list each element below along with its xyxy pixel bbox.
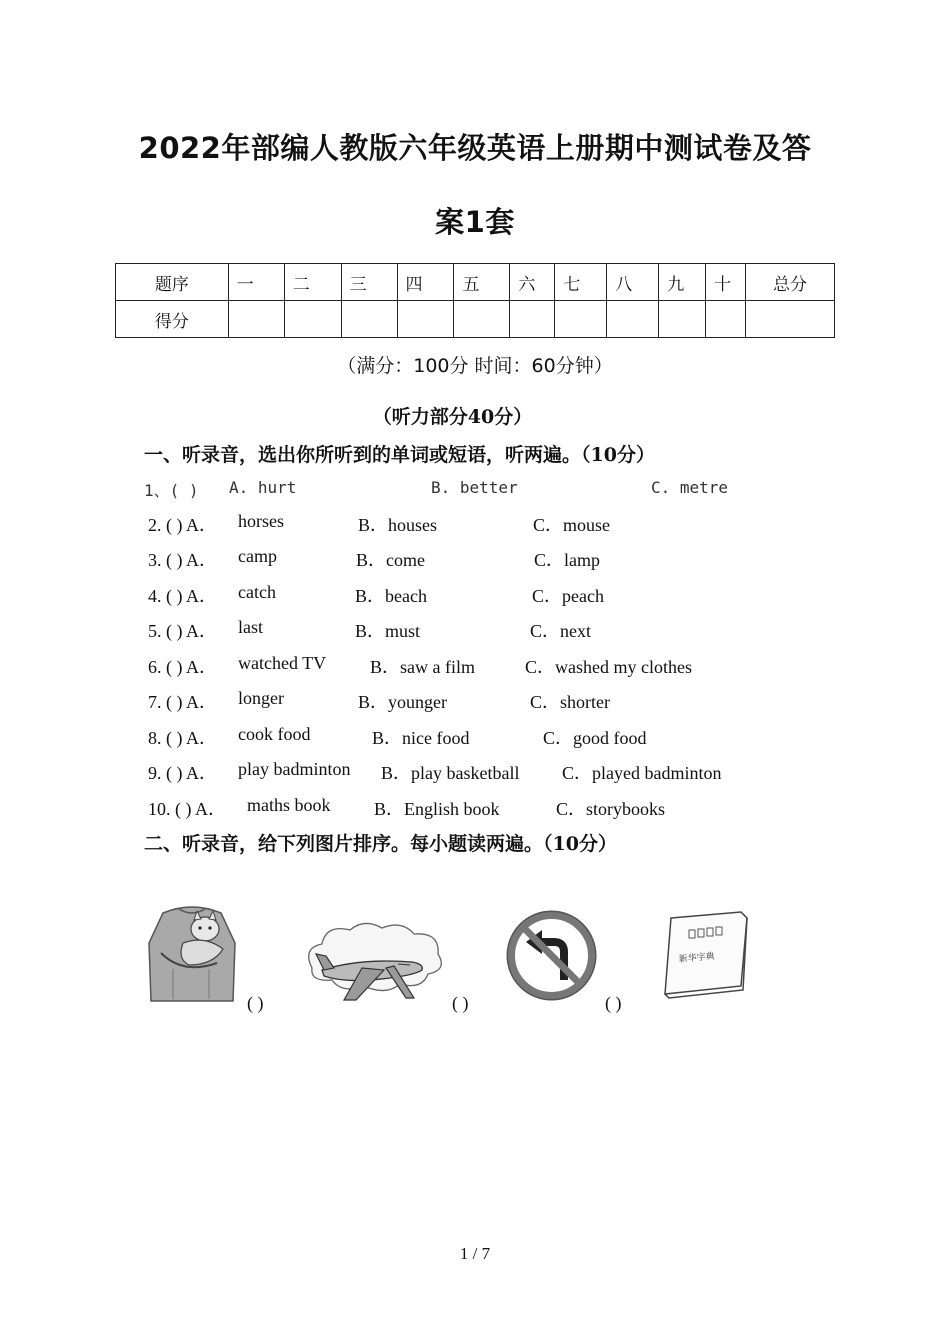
dictionary-title: 新华字典 [678, 951, 716, 965]
table-cell: 五 [454, 264, 510, 301]
option-c: C．shorter [530, 692, 610, 712]
option-b: B．come [356, 550, 425, 570]
score-cell[interactable] [607, 301, 659, 338]
page-number: 1 / 7 [459, 1244, 491, 1263]
question-number: 10. ( ) A． [148, 799, 226, 819]
table-cell: 二 [284, 264, 341, 301]
airplane-picture [302, 918, 447, 1006]
section2-heading: 二、听录音，给下列图片排序。每小题读两遍。（10分） [144, 833, 617, 855]
section1-heading: 一、听录音，选出你所听到的单词或短语，听两遍。（10分） [144, 444, 655, 466]
option-b: B．play basketball [381, 763, 520, 783]
score-cell[interactable] [746, 301, 835, 338]
option-a: horses [238, 511, 284, 531]
table-cell: 六 [510, 264, 555, 301]
score-table-header-row [116, 264, 835, 301]
table-cell: 九 [659, 264, 706, 301]
q1-number: 1、( ) [144, 481, 199, 500]
page-title-line1: 2022年部编人教版六年级英语上册期中测试卷及答 [138, 131, 812, 165]
option-c: C．next [530, 621, 591, 641]
score-table [115, 263, 835, 338]
listening-note: （听力部分40分） [372, 406, 533, 428]
score-table-score-row [116, 301, 835, 338]
q1-option-a: A. hurt [229, 478, 297, 497]
option-c: C．good food [543, 728, 647, 748]
score-cell[interactable] [284, 301, 341, 338]
question-number: 2. ( ) A． [148, 515, 217, 535]
option-c: C．lamp [534, 550, 600, 570]
option-a: watched TV [238, 653, 327, 673]
exam-info: （满分：100分 时间：60分钟） [337, 355, 613, 377]
option-b: B．houses [358, 515, 438, 535]
option-b: B．English book [374, 799, 500, 819]
option-c: C．played badminton [562, 763, 722, 783]
question-number: 7. ( ) A． [148, 692, 217, 712]
answer-blank-3[interactable]: ( ) [605, 993, 622, 1013]
option-a: play badminton [238, 759, 351, 779]
option-a: cook food [238, 724, 311, 744]
option-c: C．mouse [533, 515, 611, 535]
score-cell[interactable] [397, 301, 454, 338]
option-b: B．must [355, 621, 421, 641]
question-number: 9. ( ) A． [148, 763, 217, 783]
question-number: 3. ( ) A． [148, 550, 217, 570]
option-a: camp [238, 546, 277, 566]
option-b: B．younger [358, 692, 447, 712]
table-cell: 四 [397, 264, 454, 301]
dictionary-book-picture [655, 910, 751, 1000]
option-b: B．nice food [372, 728, 470, 748]
answer-blank-1[interactable]: ( ) [247, 993, 264, 1013]
table-cell: 题序 [116, 264, 229, 301]
q1-option-b: B. better [431, 478, 518, 497]
score-cell[interactable] [706, 301, 746, 338]
option-a: last [238, 617, 263, 637]
option-a: longer [238, 688, 284, 708]
score-cell[interactable] [228, 301, 284, 338]
page-title-line2: 案1套 [435, 205, 515, 239]
table-cell: 七 [555, 264, 607, 301]
table-cell: 一 [228, 264, 284, 301]
score-cell[interactable] [454, 301, 510, 338]
table-cell: 八 [607, 264, 659, 301]
score-cell[interactable] [555, 301, 607, 338]
option-c: C．peach [532, 586, 604, 606]
question-number: 8. ( ) A． [148, 728, 217, 748]
person-holding-cat-picture [143, 903, 241, 1003]
answer-blank-2[interactable]: ( ) [452, 993, 469, 1013]
question-number: 6. ( ) A． [148, 657, 217, 677]
question-number: 5. ( ) A． [148, 621, 217, 641]
no-left-turn-sign-picture [504, 908, 599, 1003]
score-cell[interactable] [341, 301, 397, 338]
question-number: 4. ( ) A． [148, 586, 217, 606]
score-cell[interactable] [510, 301, 555, 338]
table-cell: 得分 [116, 301, 229, 338]
option-a: maths book [247, 795, 331, 815]
q1-option-c: C. metre [651, 478, 729, 497]
table-cell: 总分 [746, 264, 835, 301]
score-cell[interactable] [659, 301, 706, 338]
table-cell: 十 [706, 264, 746, 301]
option-a: catch [238, 582, 276, 602]
option-b: B．saw a film [370, 657, 475, 677]
option-b: B．beach [355, 586, 427, 606]
table-cell: 三 [341, 264, 397, 301]
option-c: C．washed my clothes [525, 657, 692, 677]
option-c: C．storybooks [556, 799, 666, 819]
